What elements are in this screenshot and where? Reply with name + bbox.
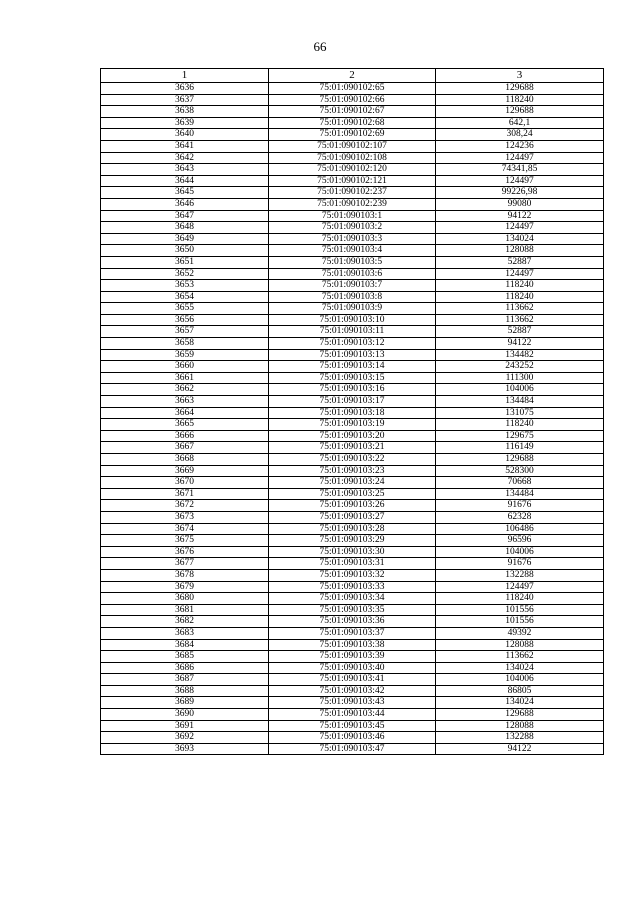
table-cell: 75:01:090103:18 <box>269 407 436 419</box>
table-cell: 75:01:090103:37 <box>269 627 436 639</box>
table-cell: 75:01:090103:2 <box>269 222 436 234</box>
table-row <box>101 94 604 106</box>
table-row <box>101 442 604 454</box>
table-cell: 75:01:090103:17 <box>269 396 436 408</box>
table-cell: 3688 <box>101 685 269 697</box>
table-cell: 124497 <box>436 581 604 593</box>
table-cell: 75:01:090103:3 <box>269 233 436 245</box>
table-cell: 75:01:090103:19 <box>269 419 436 431</box>
table-cell: 3692 <box>101 732 269 744</box>
table-cell: 116149 <box>436 442 604 454</box>
table-cell: 134024 <box>436 697 604 709</box>
table-cell: 3693 <box>101 743 269 755</box>
table-row <box>101 164 604 176</box>
table-cell: 118240 <box>436 593 604 605</box>
table-cell: 52887 <box>436 326 604 338</box>
table-cell: 134024 <box>436 233 604 245</box>
table-cell: 75:01:090102:121 <box>269 175 436 187</box>
table-row <box>101 697 604 709</box>
table-cell: 99080 <box>436 198 604 210</box>
table-row <box>101 523 604 535</box>
table-cell: 75:01:090103:34 <box>269 593 436 605</box>
table-cell: 99226,98 <box>436 187 604 199</box>
table-cell: 75:01:090102:107 <box>269 140 436 152</box>
table-cell: 96596 <box>436 535 604 547</box>
table-row <box>101 187 604 199</box>
table-row <box>101 477 604 489</box>
table-cell: 75:01:090103:46 <box>269 732 436 744</box>
page-number: 66 <box>313 39 327 54</box>
table-cell: 49392 <box>436 627 604 639</box>
table-cell: 3665 <box>101 419 269 431</box>
table-cell: 75:01:090103:1 <box>269 210 436 222</box>
table-cell: 75:01:090103:30 <box>269 546 436 558</box>
table-cell: 134484 <box>436 396 604 408</box>
table-cell: 104006 <box>436 384 604 396</box>
table-cell: 3659 <box>101 349 269 361</box>
table-cell: 75:01:090103:28 <box>269 523 436 535</box>
table-header-row <box>101 69 604 83</box>
table-row <box>101 396 604 408</box>
table-row <box>101 210 604 222</box>
table-row <box>101 256 604 268</box>
table-cell: 134482 <box>436 349 604 361</box>
table-cell: 132288 <box>436 732 604 744</box>
table-cell: 3677 <box>101 558 269 570</box>
table-row <box>101 581 604 593</box>
table-cell: 3662 <box>101 384 269 396</box>
table-cell: 3680 <box>101 593 269 605</box>
table-cell: 75:01:090103:11 <box>269 326 436 338</box>
table-cell: 106486 <box>436 523 604 535</box>
table-cell: 75:01:090103:47 <box>269 743 436 755</box>
table-cell: 3638 <box>101 106 269 118</box>
table-cell: 129675 <box>436 430 604 442</box>
table-row <box>101 569 604 581</box>
table-row <box>101 291 604 303</box>
table-cell: 104006 <box>436 546 604 558</box>
table-cell: 3664 <box>101 407 269 419</box>
table-cell: 3661 <box>101 372 269 384</box>
table-cell: 3663 <box>101 396 269 408</box>
table-cell: 74341,85 <box>436 164 604 176</box>
table-row <box>101 674 604 686</box>
table-cell: 75:01:090103:8 <box>269 291 436 303</box>
table-row <box>101 83 604 95</box>
table-cell: 3684 <box>101 639 269 651</box>
table-cell: 75:01:090103:39 <box>269 651 436 663</box>
table-cell: 75:01:090103:29 <box>269 535 436 547</box>
table-cell: 94122 <box>436 210 604 222</box>
table-row <box>101 152 604 164</box>
table-cell: 3642 <box>101 152 269 164</box>
table-cell: 75:01:090103:32 <box>269 569 436 581</box>
table-cell: 3674 <box>101 523 269 535</box>
table-cell: 124236 <box>436 140 604 152</box>
table-cell: 118240 <box>436 291 604 303</box>
table-cell: 86805 <box>436 685 604 697</box>
table-cell: 3672 <box>101 500 269 512</box>
table-row <box>101 546 604 558</box>
table-cell: 75:01:090103:35 <box>269 604 436 616</box>
table-cell: 75:01:090102:65 <box>269 83 436 95</box>
data-table <box>100 68 604 755</box>
table-cell: 3639 <box>101 117 269 129</box>
table-row <box>101 616 604 628</box>
table-row <box>101 129 604 141</box>
table-cell: 132288 <box>436 569 604 581</box>
table-cell: 75:01:090103:36 <box>269 616 436 628</box>
table-cell: 75:01:090103:14 <box>269 361 436 373</box>
table-cell: 3682 <box>101 616 269 628</box>
table-cell: 75:01:090103:26 <box>269 500 436 512</box>
table-cell: 75:01:090103:44 <box>269 709 436 721</box>
table-row <box>101 384 604 396</box>
table-cell: 75:01:090103:24 <box>269 477 436 489</box>
table-cell: 75:01:090103:40 <box>269 662 436 674</box>
table-cell: 75:01:090103:27 <box>269 511 436 523</box>
table-cell: 3676 <box>101 546 269 558</box>
table-row <box>101 106 604 118</box>
table-cell: 75:01:090102:69 <box>269 129 436 141</box>
table-cell: 75:01:090103:25 <box>269 488 436 500</box>
table-row <box>101 465 604 477</box>
table-row <box>101 685 604 697</box>
table-row <box>101 720 604 732</box>
table-cell: 3652 <box>101 268 269 280</box>
table-cell: 75:01:090103:21 <box>269 442 436 454</box>
table-cell: 128088 <box>436 639 604 651</box>
table-cell: 3640 <box>101 129 269 141</box>
table-row <box>101 732 604 744</box>
column-header: 3 <box>436 69 604 83</box>
table-row <box>101 222 604 234</box>
table-cell: 243252 <box>436 361 604 373</box>
table-cell: 62328 <box>436 511 604 523</box>
table-cell: 75:01:090102:108 <box>269 152 436 164</box>
table-cell: 124497 <box>436 152 604 164</box>
table-body <box>101 83 604 755</box>
table-row <box>101 419 604 431</box>
table-cell: 101556 <box>436 616 604 628</box>
table-cell: 75:01:090103:43 <box>269 697 436 709</box>
table-cell: 3675 <box>101 535 269 547</box>
table-row <box>101 511 604 523</box>
table-cell: 3641 <box>101 140 269 152</box>
table-cell: 3651 <box>101 256 269 268</box>
table-cell: 3648 <box>101 222 269 234</box>
table-row <box>101 117 604 129</box>
table-cell: 3667 <box>101 442 269 454</box>
table-cell: 3690 <box>101 709 269 721</box>
table-row <box>101 627 604 639</box>
table-cell: 3683 <box>101 627 269 639</box>
table-cell: 3681 <box>101 604 269 616</box>
table-row <box>101 268 604 280</box>
table-cell: 75:01:090102:68 <box>269 117 436 129</box>
table-cell: 3679 <box>101 581 269 593</box>
table-cell: 3670 <box>101 477 269 489</box>
table-row <box>101 303 604 315</box>
table-cell: 75:01:090103:7 <box>269 280 436 292</box>
table-cell: 75:01:090103:22 <box>269 454 436 466</box>
table-row <box>101 535 604 547</box>
table-row <box>101 593 604 605</box>
table-cell: 75:01:090103:31 <box>269 558 436 570</box>
table-row <box>101 338 604 350</box>
table-cell: 101556 <box>436 604 604 616</box>
table-cell: 75:01:090103:13 <box>269 349 436 361</box>
table-row <box>101 500 604 512</box>
table-cell: 129688 <box>436 106 604 118</box>
table-cell: 3687 <box>101 674 269 686</box>
table-row <box>101 743 604 755</box>
table-row <box>101 558 604 570</box>
table-row <box>101 361 604 373</box>
table-row <box>101 709 604 721</box>
table-row <box>101 198 604 210</box>
table-cell: 118240 <box>436 280 604 292</box>
table-cell: 131075 <box>436 407 604 419</box>
table-row <box>101 604 604 616</box>
table-cell: 91676 <box>436 558 604 570</box>
table-cell: 111300 <box>436 372 604 384</box>
table-cell: 75:01:090102:67 <box>269 106 436 118</box>
table-cell: 3644 <box>101 175 269 187</box>
table-cell: 75:01:090103:45 <box>269 720 436 732</box>
column-header: 1 <box>101 69 269 83</box>
table-cell: 75:01:090103:23 <box>269 465 436 477</box>
table-cell: 75:01:090103:20 <box>269 430 436 442</box>
table-cell: 3685 <box>101 651 269 663</box>
table-cell: 3637 <box>101 94 269 106</box>
table-cell: 3658 <box>101 338 269 350</box>
table-cell: 52887 <box>436 256 604 268</box>
table-cell: 3673 <box>101 511 269 523</box>
table-cell: 3636 <box>101 83 269 95</box>
table-cell: 528300 <box>436 465 604 477</box>
table-cell: 94122 <box>436 338 604 350</box>
table-row <box>101 407 604 419</box>
table-cell: 3686 <box>101 662 269 674</box>
table-cell: 75:01:090102:120 <box>269 164 436 176</box>
table-cell: 94122 <box>436 743 604 755</box>
table-cell: 75:01:090103:6 <box>269 268 436 280</box>
table-cell: 128088 <box>436 720 604 732</box>
table-cell: 3647 <box>101 210 269 222</box>
table-cell: 3654 <box>101 291 269 303</box>
table-cell: 113662 <box>436 314 604 326</box>
table-cell: 75:01:090103:16 <box>269 384 436 396</box>
table-cell: 3660 <box>101 361 269 373</box>
table-cell: 124497 <box>436 268 604 280</box>
table-cell: 124497 <box>436 175 604 187</box>
table-cell: 3656 <box>101 314 269 326</box>
table-cell: 113662 <box>436 303 604 315</box>
table-row <box>101 245 604 257</box>
table-cell: 3645 <box>101 187 269 199</box>
table-cell: 75:01:090103:41 <box>269 674 436 686</box>
table-cell: 3671 <box>101 488 269 500</box>
table-cell: 3666 <box>101 430 269 442</box>
table-cell: 3657 <box>101 326 269 338</box>
table-row <box>101 349 604 361</box>
table-cell: 75:01:090102:66 <box>269 94 436 106</box>
table-cell: 75:01:090103:5 <box>269 256 436 268</box>
table-row <box>101 280 604 292</box>
table-cell: 3669 <box>101 465 269 477</box>
table-cell: 129688 <box>436 83 604 95</box>
column-header: 2 <box>269 69 436 83</box>
table-cell: 3643 <box>101 164 269 176</box>
table-cell: 75:01:090102:237 <box>269 187 436 199</box>
table-cell: 3691 <box>101 720 269 732</box>
table-cell: 134024 <box>436 662 604 674</box>
table-cell: 3650 <box>101 245 269 257</box>
table-row <box>101 175 604 187</box>
table-row <box>101 651 604 663</box>
table-cell: 75:01:090102:239 <box>269 198 436 210</box>
table-row <box>101 488 604 500</box>
table-row <box>101 233 604 245</box>
table-cell: 104006 <box>436 674 604 686</box>
table-row <box>101 662 604 674</box>
table-cell: 75:01:090103:38 <box>269 639 436 651</box>
table-cell: 3646 <box>101 198 269 210</box>
table-cell: 134484 <box>436 488 604 500</box>
table-cell: 129688 <box>436 709 604 721</box>
table-cell: 308,24 <box>436 129 604 141</box>
table-row <box>101 454 604 466</box>
table-cell: 3649 <box>101 233 269 245</box>
table-cell: 3668 <box>101 454 269 466</box>
table-cell: 3689 <box>101 697 269 709</box>
table-cell: 75:01:090103:15 <box>269 372 436 384</box>
table-cell: 70668 <box>436 477 604 489</box>
table-cell: 124497 <box>436 222 604 234</box>
table-cell: 3653 <box>101 280 269 292</box>
table-cell: 3655 <box>101 303 269 315</box>
table-row <box>101 314 604 326</box>
table-row <box>101 140 604 152</box>
table-row <box>101 430 604 442</box>
table-cell: 75:01:090103:10 <box>269 314 436 326</box>
table-cell: 128088 <box>436 245 604 257</box>
table-cell: 75:01:090103:9 <box>269 303 436 315</box>
table-cell: 129688 <box>436 454 604 466</box>
table-row <box>101 372 604 384</box>
table-cell: 3678 <box>101 569 269 581</box>
table-row <box>101 326 604 338</box>
table-cell: 113662 <box>436 651 604 663</box>
table-cell: 75:01:090103:12 <box>269 338 436 350</box>
table-cell: 91676 <box>436 500 604 512</box>
table-cell: 118240 <box>436 94 604 106</box>
table-cell: 118240 <box>436 419 604 431</box>
table-cell: 642,1 <box>436 117 604 129</box>
table-cell: 75:01:090103:33 <box>269 581 436 593</box>
table-cell: 75:01:090103:4 <box>269 245 436 257</box>
table-cell: 75:01:090103:42 <box>269 685 436 697</box>
table-row <box>101 639 604 651</box>
